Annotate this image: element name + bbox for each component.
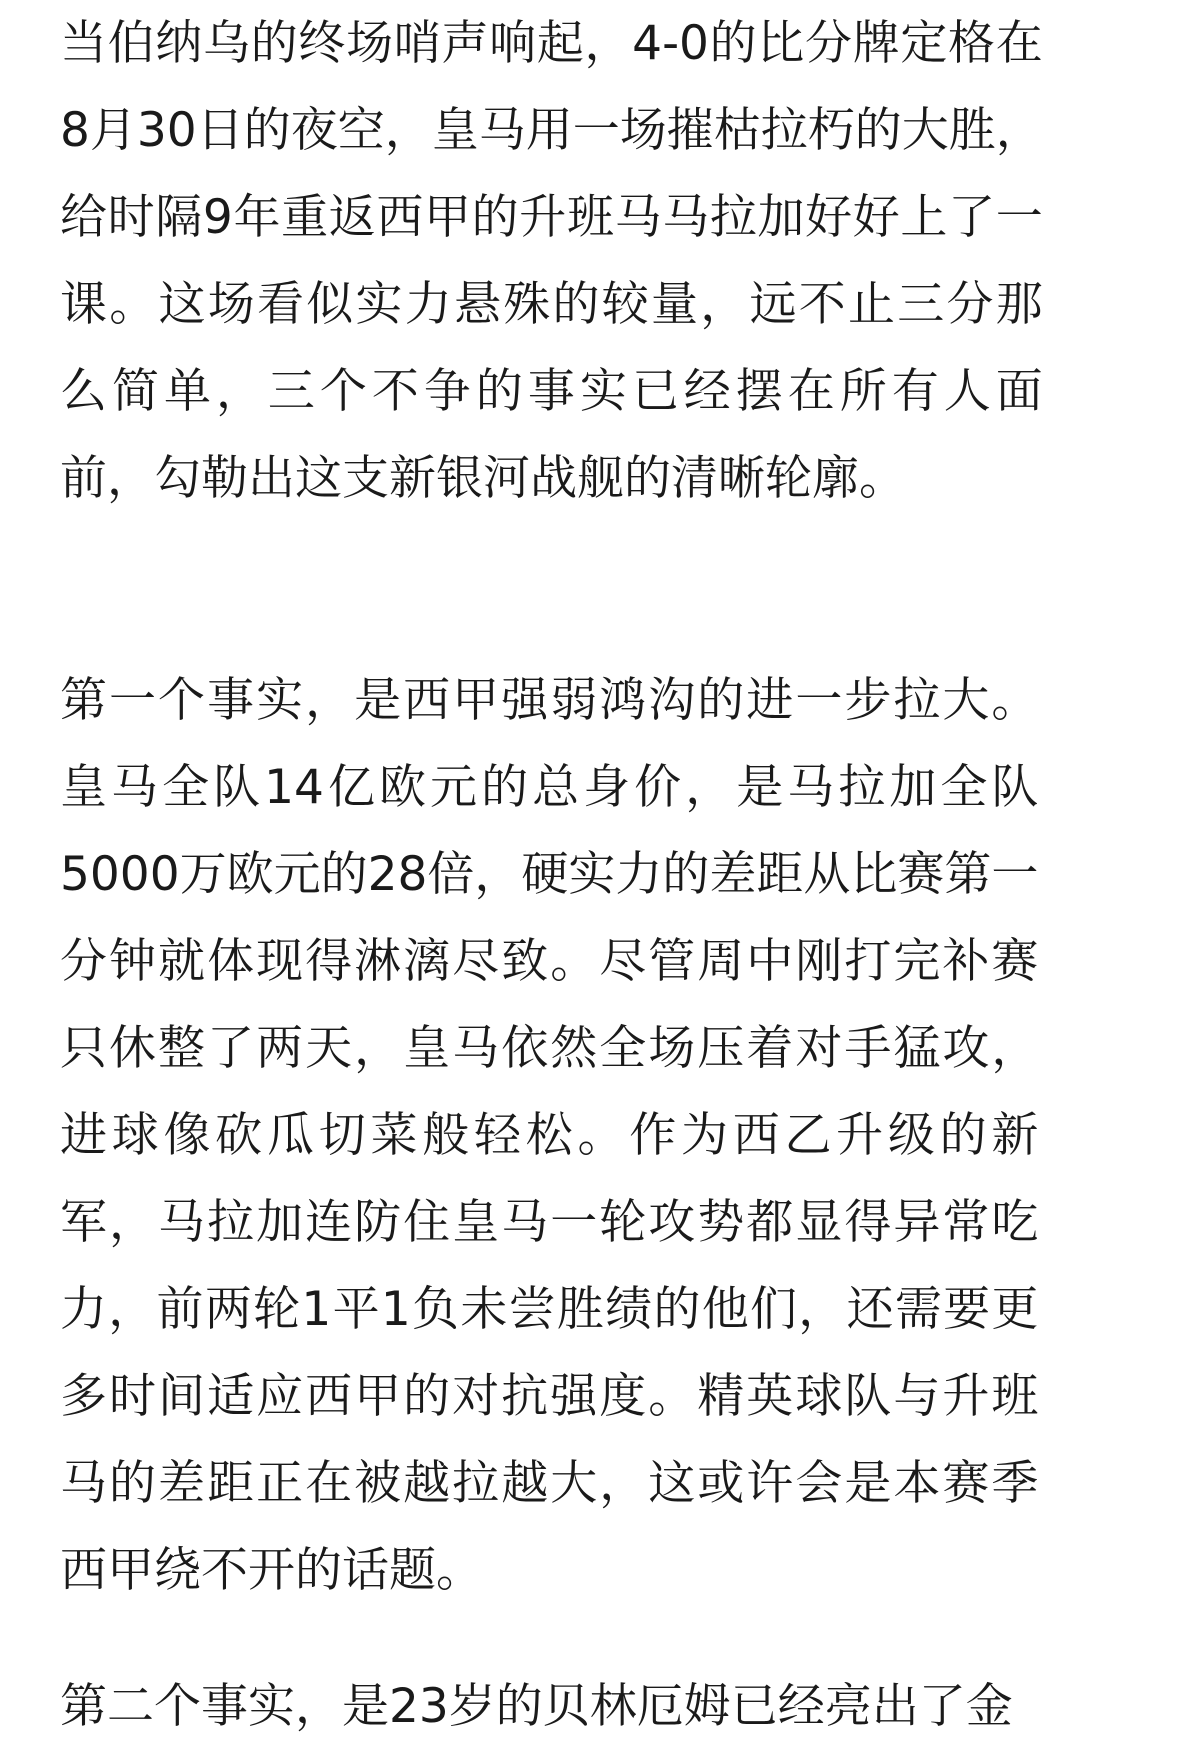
- text-line: 力，前两轮1平1负未尝胜绩的他们，还需要更: [60, 1282, 1039, 1337]
- paragraph-1: [60, 0, 1043, 522]
- text-line: 多时间适应西甲的对抗强度。精英球队与升班: [60, 1369, 1039, 1424]
- text-line: 西甲绕不开的话题。: [60, 1543, 483, 1598]
- text-line: 给时隔9年重返西甲的升班马马拉加好好上了一: [60, 190, 1043, 245]
- text-line: 皇马全队14亿欧元的总身价，是马拉加全队: [60, 760, 1039, 815]
- text-line: 前，勾勒出这支新银河战舰的清晰轮廓。: [60, 451, 906, 506]
- text-line: 么简单，三个不争的事实已经摆在所有人面: [60, 364, 1043, 419]
- text-line: 课。这场看似实力悬殊的较量，远不止三分那: [60, 277, 1043, 332]
- text-line: 进球像砍瓜切菜般轻松。作为西乙升级的新: [60, 1108, 1039, 1163]
- text-line: 当伯纳乌的终场哨声响起，4-0的比分牌定格在: [60, 16, 1043, 71]
- paragraph-2: [60, 657, 1038, 1614]
- text-line: 军，马拉加连防住皇马一轮攻势都显得异常吃: [60, 1195, 1039, 1250]
- text-line: 分钟就体现得淋漓尽致。尽管周中刚打完补赛: [60, 934, 1039, 989]
- text-line: 第二个事实，是23岁的贝林厄姆已经亮出了金: [60, 1679, 1013, 1734]
- text-line: 第一个事实，是西甲强弱鸿沟的进一步拉大。: [60, 673, 1039, 728]
- text-line: 5000万欧元的28倍，硬实力的差距从比赛第一: [60, 847, 1039, 902]
- text-line: 马的差距正在被越拉越大，这或许会是本赛季: [60, 1456, 1039, 1511]
- text-line: 8月30日的夜空，皇马用一场摧枯拉朽的大胜，: [60, 103, 1043, 158]
- paragraph-3: [60, 1663, 1013, 1750]
- text-line: 只休整了两天，皇马依然全场压着对手猛攻，: [60, 1021, 1039, 1076]
